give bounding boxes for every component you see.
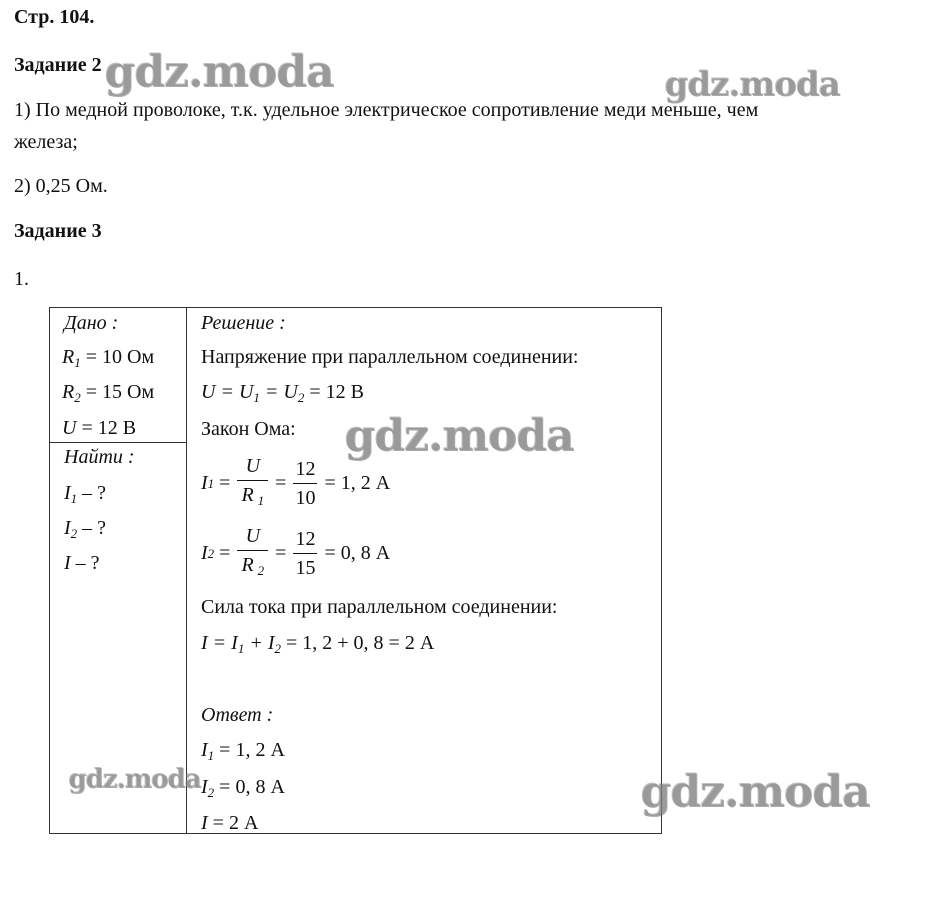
fraction-u-over-r1: $\frac{U}{R _1}$ xyxy=(237,452,268,515)
table-divider-vertical xyxy=(186,307,187,834)
given-r2: $R_2 = 15$ Ом xyxy=(62,381,155,405)
task2-item2: 2) 0,25 Ом. xyxy=(14,175,108,197)
solution-label: Решение : xyxy=(201,312,286,334)
answer-i: I = 2 А xyxy=(201,812,259,834)
task3-item-number: 1. xyxy=(14,268,29,290)
parallel-current-text: Сила тока при параллельном соединении: xyxy=(201,596,558,618)
find-i2: $I_2$ – ? xyxy=(64,517,107,541)
find-i1: $I_1$ – ? xyxy=(64,482,107,506)
table-divider-horizontal xyxy=(49,442,187,443)
watermark-3: gdz.moda xyxy=(344,410,574,461)
answer-i2: $I_2 = 0$, 8 А xyxy=(201,776,285,800)
voltage-equation: $U = U_1 = U_2 = 12$ В xyxy=(201,381,364,405)
task3-heading: Задание 3 xyxy=(14,220,102,242)
parallel-voltage-text: Напряжение при параллельном соединении: xyxy=(201,346,579,368)
given-u: U = 12 В xyxy=(62,417,137,439)
i1-equation: I 1 = $\frac{U}{R _1}$ = $\frac{12}{10}$ = 1, 2 А xyxy=(201,452,390,515)
task2-heading: Задание 2 xyxy=(14,54,102,76)
fraction-12-over-15: $\frac{12}{15}$ xyxy=(293,525,317,582)
watermark-4: gdz.moda xyxy=(68,764,201,794)
page-heading: Стр. 104. xyxy=(14,6,95,28)
i2-equation: I 2 = $\frac{U}{R _2}$ = $\frac{12}{15}$ = 0, 8 А xyxy=(201,522,390,585)
total-current-equation: $I = I_1 + I_2 = 1$, 2 + 0, 8 = 2 А xyxy=(201,632,435,656)
given-label: Дано : xyxy=(64,312,119,334)
given-r1: $R_1 = 10$ Ом xyxy=(62,346,155,370)
find-i: I – ? xyxy=(64,552,100,574)
watermark-5: gdz.moda xyxy=(640,766,870,817)
watermark-1: gdz.moda xyxy=(104,46,334,97)
task2-item1-line1: 1) По медной проволоке, т.к. удельное электрическое сопротивление меди меньше, чем xyxy=(14,99,759,121)
fraction-u-over-r2: $\frac{U}{R _2}$ xyxy=(237,522,268,585)
watermark-2: gdz.moda xyxy=(664,64,840,104)
answer-i1: $I_1 = 1$, 2 А xyxy=(201,739,285,763)
answer-label: Ответ : xyxy=(201,704,274,726)
ohm-law-text: Закон Ома: xyxy=(201,418,296,440)
find-label: Найти : xyxy=(64,446,135,468)
task2-item1-line2: железа; xyxy=(14,131,78,153)
fraction-12-over-10: $\frac{12}{10}$ xyxy=(293,455,317,512)
